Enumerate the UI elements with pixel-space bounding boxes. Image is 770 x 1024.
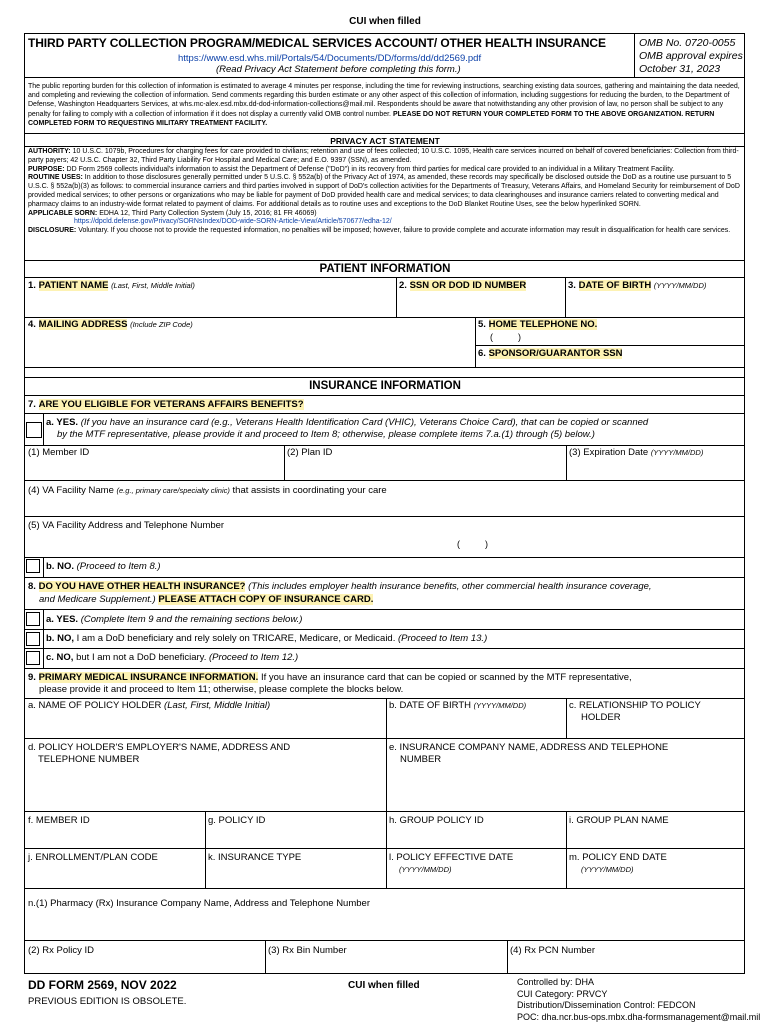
obsolete-note: PREVIOUS EDITION IS OBSOLETE. (28, 996, 187, 1007)
field-hint: (e.g., primary care/specialty clinic) (116, 486, 230, 495)
controlled-by: Controlled by: DHA (517, 977, 595, 987)
group-plan-name-field[interactable]: i. GROUP PLAN NAME (569, 815, 669, 826)
rule (24, 848, 745, 849)
sponsor-ssn-field[interactable] (478, 348, 622, 360)
rule (24, 480, 745, 481)
form-url-link[interactable]: https://www.esd.whs.mil/Portals/54/Documents/DD/forms/dd/dd2569.pdf (178, 53, 482, 64)
rule (24, 445, 745, 446)
q8-instruction: (This includes employer health insurance benefits, other commercial health insurance coverage, (248, 581, 652, 592)
q8b-text (46, 633, 487, 645)
va-facility-name-label: (4) VA Facility Name (28, 485, 114, 496)
q7-label (28, 399, 304, 411)
q8a-text (46, 614, 302, 626)
omb-divider (634, 33, 635, 77)
rule (24, 377, 745, 378)
q7a-instruction-2: by the MTF representative, please provide it and proceed to Item 8; otherwise, please complete items 7.a.(1) through (5) below.) (57, 429, 595, 440)
q9-label (28, 672, 632, 684)
policy-effective-date-label: l. POLICY EFFECTIVE DATE (389, 852, 514, 863)
mailing-address-field[interactable] (28, 319, 193, 331)
q7b-no-label: b. NO. (46, 561, 74, 572)
q8b-no-checkbox[interactable] (26, 632, 40, 646)
rule (24, 629, 745, 630)
q7b-text (46, 561, 161, 573)
form-title: THIRD PARTY COLLECTION PROGRAM/MEDICAL SERVICES ACCOUNT/ OTHER HEALTH INSURANCE (28, 36, 606, 50)
routine-uses-label: ROUTINE USES: (28, 174, 83, 182)
sorn-label: APPLICABLE SORN: (28, 209, 98, 217)
privacy-title: PRIVACY ACT STATEMENT (330, 136, 440, 146)
rule (475, 345, 745, 346)
sponsor-ssn-label: SPONSOR/GUARANTOR SSN (488, 348, 623, 359)
va-facility-name-tail: that assists in coordinating your care (232, 485, 387, 496)
read-note: (Read Privacy Act Statement before completing this form.) (216, 64, 461, 75)
rule (24, 888, 745, 889)
group-policy-id-field[interactable]: h. GROUP POLICY ID (389, 815, 484, 826)
q8-instruction-2: and Medicare Supplement.) (39, 594, 156, 605)
insurance-section-title: INSURANCE INFORMATION (309, 380, 461, 392)
ssn-field[interactable] (399, 280, 526, 292)
member-id-9f-field[interactable]: f. MEMBER ID (28, 815, 90, 826)
q7a-yes-label: a. YES. (46, 417, 79, 428)
q8-label (28, 581, 652, 593)
policy-end-date-label: m. POLICY END DATE (569, 852, 667, 863)
purpose-text: DD Form 2569 collects individual's information to assist the Department of Defense ("DoD") in its recovery from third parties for medical care provided to an individual in a Military Treatment Facility. (66, 165, 675, 173)
q8b-no-label: b. NO, (46, 633, 74, 644)
q7b-hint: (Proceed to Item 8.) (76, 561, 161, 572)
field-hint: (YYYY/MM/DD) (653, 281, 707, 290)
divider (475, 317, 476, 367)
field-hint: (Include ZIP Code) (130, 320, 193, 329)
rule (24, 395, 745, 396)
policy-holder-dob-field[interactable] (389, 700, 526, 712)
poc: POC: dha.ncr.bus-ops.mbx.dha-formsmanagement@mail.mil (517, 1011, 761, 1022)
omb-number: OMB No. 0720-0055 (639, 37, 736, 49)
q9-instruction: If you have an insurance card that can be copied or scanned by the MTF representative, (260, 672, 632, 683)
divider (386, 811, 387, 888)
employer-label: d. POLICY HOLDER'S EMPLOYER'S NAME, ADDRESS AND (28, 742, 291, 753)
purpose-label: PURPOSE: (28, 165, 65, 173)
distribution-control: Distribution/Dissemination Control: FEDCON (517, 1000, 696, 1010)
patient-name-field[interactable] (28, 280, 195, 292)
q8c-no-label: c. NO, (46, 652, 74, 663)
rule (24, 609, 745, 610)
form-number: DD FORM 2569, NOV 2022 (28, 978, 177, 992)
q8c-hint: (Proceed to Item 12.) (208, 652, 299, 663)
q8-line2 (39, 594, 373, 606)
rule (24, 260, 745, 261)
q8b-hint: (Proceed to Item 13.) (398, 633, 488, 644)
sorn-text: EDHA 12, Third Party Collection System (July 15, 2016; 81 FR 46069) (99, 209, 317, 217)
q9-instruction-2: please provide it and proceed to Item 11; otherwise, please complete the blocks below. (39, 684, 404, 695)
rule (24, 77, 745, 78)
rule (24, 648, 745, 649)
rule (24, 668, 745, 669)
ssn-label: SSN OR DOD ID NUMBER (409, 280, 527, 291)
rule (24, 811, 745, 812)
area-code-paren: ( ) (490, 332, 521, 342)
burden-bold-text: PLEASE DO NOT RETURN YOUR COMPLETED FORM TO THE ABOVE ORGANIZATION. RETURN COMPLETED FORM TO REQUESTING MILITARY TREATMENT FACILITY. (28, 110, 715, 127)
expiration-date-label: (3) Expiration Date (569, 447, 649, 458)
q8b-statement: I am a DoD beneficiary and rely solely on TRICARE, Medicare, or Medicaid. (76, 633, 396, 644)
policy-end-date-field[interactable] (569, 852, 667, 876)
cui-header: CUI when filled (349, 16, 421, 27)
rule (24, 698, 745, 699)
patient-section-title: PATIENT INFORMATION (319, 263, 451, 275)
attach-card-note: PLEASE ATTACH COPY OF INSURANCE CARD. (158, 594, 374, 605)
divider (386, 698, 387, 811)
rx-policy-id-field[interactable]: (2) Rx Policy ID (28, 945, 94, 956)
rule (24, 146, 745, 147)
field-number: 9. (28, 672, 36, 683)
member-id-field[interactable]: (1) Member ID (28, 447, 90, 458)
insurance-type-field[interactable]: k. INSURANCE TYPE (208, 852, 302, 863)
pharmacy-insurance-field[interactable]: n.(1) Pharmacy (Rx) Insurance Company Name, Address and Telephone Number (28, 898, 370, 909)
dob-label: DATE OF BIRTH (578, 280, 652, 291)
sorn-link[interactable]: https://dpcld.defense.gov/Privacy/SORNsIndex/DOD-wide-SORN-Article-View/Article/570677/edha-12/ (74, 218, 392, 226)
field-number: 5. (478, 319, 486, 330)
va-facility-name-field[interactable] (28, 485, 387, 497)
divider (396, 277, 397, 317)
q7a-text (46, 417, 648, 429)
divider (43, 413, 44, 446)
q8c-statement: but I am not a DoD beneficiary. (76, 652, 207, 663)
authority-text: 10 U.S.C. 1079b, Procedures for charging fees for care provided to civilians; retention and use of fees collected; 10 U.S.C. 1095, Health care services incurred on behalf of covered beneficiaries: Collection from third-party payers; 42 U.S.C. Chapter 32, Third Party Liability For Hospital and Medical Care; and E.O. 9397 (SSN), as amended. (28, 148, 739, 164)
rule (24, 557, 745, 558)
rule (24, 133, 745, 134)
rule (24, 317, 745, 318)
q7a-instruction: (If you have an insurance card (e.g., Veterans Health Identification Card (VHIC), Veterans Choice Card), that can be copied or scanned (80, 417, 649, 428)
area-code-paren: ( ) (457, 539, 488, 549)
va-facility-address-field[interactable]: (5) VA Facility Address and Telephone Number (28, 520, 225, 531)
other-insurance-question: DO YOU HAVE OTHER HEALTH INSURANCE? (38, 581, 246, 592)
field-hint: (YYYY/MM/DD) (650, 448, 704, 457)
omb-block (639, 37, 743, 76)
mailing-address-label: MAILING ADDRESS (38, 319, 128, 330)
rule (24, 367, 745, 368)
divider (566, 445, 567, 480)
field-number: 3. (568, 280, 576, 291)
field-hint: (YYYY/MM/DD) (399, 865, 452, 874)
authority-label: AUTHORITY: (28, 148, 71, 155)
field-hint: (YYYY/MM/DD) (473, 701, 527, 710)
plan-id-field[interactable]: (2) Plan ID (287, 447, 333, 458)
insurance-company-label: e. INSURANCE COMPANY NAME, ADDRESS AND TELEPHONE (389, 742, 669, 753)
omb-expires-label: OMB approval expires (639, 50, 743, 62)
q7b-no-checkbox[interactable] (26, 559, 40, 573)
privacy-statement (28, 148, 742, 236)
employer-field[interactable] (28, 742, 290, 766)
rule (24, 413, 745, 414)
field-hint: (Last, First, Middle Initial) (111, 281, 195, 290)
insurance-company-label-2: NUMBER (400, 754, 442, 765)
primary-insurance-title: PRIMARY MEDICAL INSURANCE INFORMATION. (38, 672, 259, 683)
policy-holder-name-field[interactable] (28, 700, 270, 712)
field-number: 7. (28, 399, 36, 410)
patient-name-label: PATIENT NAME (38, 280, 109, 291)
field-hint: (YYYY/MM/DD) (581, 865, 634, 874)
field-number: 1. (28, 280, 36, 291)
burden-text: The public reporting burden for this collection of information is estimated to average 4 minutes per response, including the time for reviewing instructions, searching existing data sources, gathering and maintaining the data needed, and completing and reviewing the collection of information. Send comments regarding this burden estimate or any other aspect of this collection of information, including suggestions for reducing the burden, to the Department of Defense, Washington Headquarters Services, at whs.mc-alex.esd.mbx.dd-dod-information-collections@mail.mil. Respondents should be aware that notwithstanding any other provision of law, no person shall be subject to any penalty for failing to comply with a collection of information if it does not display a currently valid OMB control number. (28, 83, 740, 118)
home-phone-label: HOME TELEPHONE NO. (488, 319, 598, 330)
employer-label-2: TELEPHONE NUMBER (38, 754, 140, 765)
divider (265, 940, 266, 974)
divider (507, 940, 508, 974)
field-number: 8. (28, 581, 36, 592)
policy-holder-name-label: a. NAME OF POLICY HOLDER (28, 700, 162, 711)
burden-statement (28, 82, 742, 128)
q8a-hint: (Complete Item 9 and the remaining sections below.) (80, 614, 303, 625)
cui-category: CUI Category: PRVCY (517, 988, 608, 999)
divider (566, 698, 567, 738)
q7a-yes-checkbox[interactable] (26, 422, 42, 438)
relationship-field[interactable] (569, 700, 701, 724)
rule (24, 277, 745, 278)
expiration-date-field[interactable] (569, 447, 703, 459)
policy-effective-date-field[interactable] (389, 852, 513, 876)
q8a-yes-label: a. YES. (46, 614, 79, 625)
dob-field[interactable] (568, 280, 706, 292)
divider (566, 811, 567, 888)
rule (24, 738, 745, 739)
policy-id-field[interactable]: g. POLICY ID (208, 815, 266, 826)
field-number: 6. (478, 348, 486, 359)
rx-pcn-number-field[interactable]: (4) Rx PCN Number (510, 945, 595, 956)
divider (284, 445, 285, 480)
divider (565, 277, 566, 317)
field-number: 2. (399, 280, 407, 291)
divider (205, 811, 206, 888)
policy-holder-dob-label: b. DATE OF BIRTH (389, 700, 471, 711)
field-hint: (Last, First, Middle Initial) (164, 700, 271, 711)
relationship-label-2: HOLDER (581, 712, 621, 723)
home-phone-field[interactable] (478, 319, 597, 331)
cui-footer: CUI when filled (348, 980, 420, 991)
disclosure-label: DISCLOSURE: (28, 227, 77, 235)
va-eligibility-question: ARE YOU ELIGIBLE FOR VETERANS AFFAIRS BENEFITS? (38, 399, 304, 410)
divider (43, 609, 44, 669)
rule (24, 940, 745, 941)
insurance-company-field[interactable] (389, 742, 668, 766)
disclosure-text: Voluntary. If you choose not to provide the requested information, no penalties will be imposed; however, failure to provide complete and accurate information may result in disqualification for health care services. (78, 227, 731, 235)
omb-expires-date: October 31, 2023 (639, 63, 721, 75)
rule (24, 577, 745, 578)
routine-uses-text: In addition to those disclosures generally permitted under 5 U.S.C. § 552a(b) of the Privacy Act of 1974, as amended, these records may specifically be disclosed outside the DoD as a routine use pursuant to 5 U.S.C. § 552a(b)(3) as follows: to commercial insurance carriers and third parties involved in support of DoD's collection activities for the Departments of Treasury, Veterans Affairs, and Homeland Security for reimbursement of DoD provided medical services; to other persons or organizations who may be liable for payment of DoD provided health care and medical services; to data clearinghouses and insurance carriers related to converting medical and pharmacy claims to an industry-wide format related to payment of claims. For additional details as to routine uses and exceptions to the DoD Blanket Routine Uses, see the below hyperlinked SORN. (28, 174, 740, 208)
field-number: 4. (28, 319, 36, 330)
divider (43, 557, 44, 577)
cui-designation (517, 977, 760, 1023)
rx-bin-number-field[interactable]: (3) Rx Bin Number (268, 945, 347, 956)
enrollment-code-field[interactable]: j. ENROLLMENT/PLAN CODE (28, 852, 158, 863)
rule (24, 516, 745, 517)
q8c-no-checkbox[interactable] (26, 651, 40, 665)
q8c-text (46, 652, 298, 664)
relationship-label: c. RELATIONSHIP TO POLICY (569, 700, 701, 711)
q8a-yes-checkbox[interactable] (26, 612, 40, 626)
